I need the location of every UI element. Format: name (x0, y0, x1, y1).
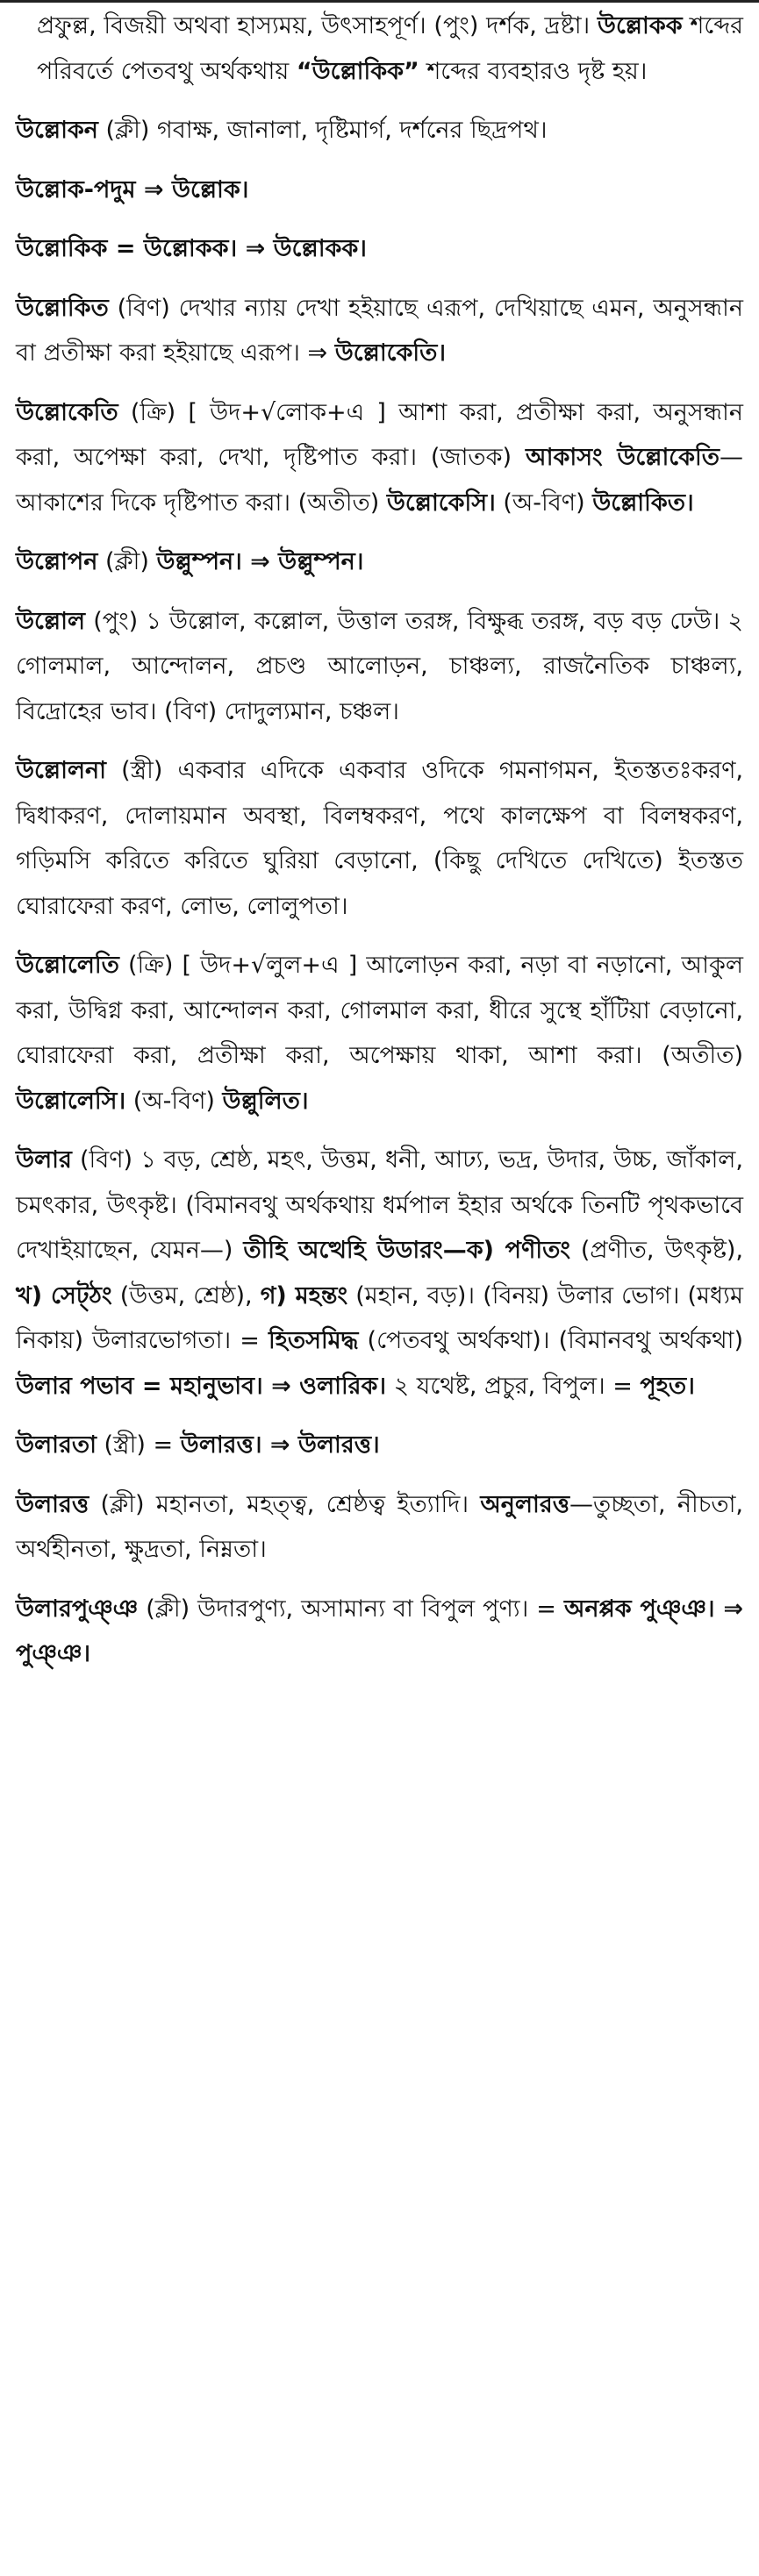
cross-reference: উল্লুম্পন। ⇒ উল্লুম্পন। (156, 548, 364, 575)
headword: উল্লোকন (16, 117, 98, 144)
definition-text: (ক্রি) [ উদ+√লোক+এ ] আশা করা, প্রতীক্ষা করা, অনুসন্ধান করা, অপেক্ষা করা, দেখা, দৃষ্টিপাত করা। (জাতক) (16, 398, 743, 471)
bold-term: খ) সেট্‌ঠং (16, 1281, 112, 1309)
bold-term: অনুলারত্ত (480, 1490, 570, 1518)
headword: উল্লোক-পদুম (16, 175, 136, 203)
bold-term: হিতসমিদ্ধ (268, 1327, 359, 1354)
definition-text: (উত্তম, শ্রেষ্ঠ), (111, 1281, 261, 1309)
top-rule (0, 0, 759, 3)
headword: উল্লোলেতি (16, 952, 119, 979)
headword: উল্লোপন (16, 548, 98, 575)
continuation-entry (16, 4, 743, 94)
bold-term: উল্লোলেসি। (16, 1087, 126, 1115)
headword: উল্লোকিক (16, 235, 108, 262)
definition-text: (স্ত্রী) = (96, 1431, 181, 1459)
headword: উলারপুঞ্ঞ (16, 1595, 139, 1623)
bold-term: “উল্লোকিক” (296, 57, 419, 85)
definition-text: (বিণ) দেখার ন্যায় দেখা হইয়াছে এরূপ, দেখিয়াছে এমন, অনুসন্ধান বা প্রতীক্ষা করা হইয়াছে এরূপ। ⇒ (16, 294, 743, 367)
bold-term: উল্লুলিত। (222, 1087, 309, 1115)
entry-ullokan (16, 108, 743, 153)
definition-text: (অ-বিণ) (495, 489, 593, 517)
bold-term: পূহত। (640, 1372, 695, 1400)
definition-text: প্রফুল্ল, বিজয়ী অথবা হাস্যময়, উৎসাহপূর্ণ। (পুং) দর্শক, দ্রষ্টা। (37, 12, 598, 39)
definition-text: (ক্লী) গবাক্ষ, জানালা, দৃষ্টিমার্গ, দর্শনের ছিদ্রপথ। (97, 117, 548, 144)
definition-text: (স্ত্রী) একবার এদিকে একবার ওদিকে গমনাগমন, ইতস্ততঃকরণ, দ্বিধাকরণ, দোলায়মান অবস্থা, বিলম্বকরণ, পথে কালক্ষেপ বা বিলম্বকরণ, গড়িমসি করিতে করিতে ঘুরিয়া বেড়ানো, (কিছু দেখিতে দেখিতে) ইতস্তত ঘোরাফেরা করণ, লোভ, লোলুপতা। (16, 757, 743, 920)
definition-text: (অ-বিণ) (125, 1087, 223, 1115)
entry-ulloleti (16, 943, 743, 1124)
headword: উল্লোল (16, 607, 86, 635)
entry-ullok-padum (16, 168, 743, 213)
entry-ullokik (16, 226, 743, 272)
headword: উল্লোকেতি (16, 398, 118, 426)
definition-text: (মহান, বড়)। (বিনয়) উলার ভোগ। (মধ্যম নিকায়) উলারভোগতা। = (16, 1281, 743, 1354)
definition-text: — আকাশের দিকে দৃষ্টিপাত করা। (অতীত) (16, 444, 743, 517)
bold-term: উল্লোকেসি। (386, 489, 496, 517)
headword: উলারত্ত (16, 1490, 90, 1518)
definition-text: (পেতবথু অর্থকথা)। (বিমানবথু অর্থকথা) (358, 1327, 743, 1354)
definition-text: (পুং) ১ উল্লোল, কল্লোল, উত্তাল তরঙ্গ, বিক্ষুব্ধ তরঙ্গ, বড় বড় ঢেউ। ২ গোলমাল, আন্দোলন, প্রচণ্ড আলোড়ন, চাঞ্চল্য, রাজনৈতিক চাঞ্চল্য, বিদ্রোহের ভাব। (বিণ) দোদুল্যমান, চঞ্চল। (16, 607, 743, 725)
entry-ulloketi (16, 390, 743, 526)
headword: উলার (16, 1146, 72, 1174)
bold-term: তীহি অত্থেহি উডারং—ক) পণীতং (243, 1237, 570, 1264)
entry-ularatta (16, 1482, 743, 1573)
cross-reference: = উল্লোকক। ⇒ উল্লোকক। (107, 235, 367, 262)
cross-reference: উল্লোকেতি। (334, 339, 447, 367)
headword: উল্লোলনা (16, 757, 106, 784)
headword: উলারতা (16, 1431, 97, 1459)
definition-text: —তুচ্ছতা, নীচতা, অর্থহীনতা, ক্ষুদ্রতা, নিম্নতা। (16, 1490, 744, 1563)
bold-term: গ) মহন্তং (260, 1281, 348, 1309)
entry-ularata (16, 1423, 743, 1468)
definition-text: (ক্রি) [ উদ+√লুল+এ ] আলোড়ন করা, নড়া বা নড়ানো, আকুল করা, উদ্বিগ্ন করা, আন্দোলন করা, গোলমাল করা, ধীরে সুস্থে হাঁটিয়া বেড়ানো, ঘোরাফেরা করা, প্রতীক্ষা করা, অপেক্ষায় থাকা, আশা করা। (অতীত) (16, 952, 743, 1069)
cross-reference: ⇒ উল্লোক। (135, 175, 249, 203)
definition-text: (বিণ) ১ বড়, শ্রেষ্ঠ, মহৎ, উত্তম, ধনী, আঢ্য, ভদ্র, উদার, উচ্চ, জাঁকাল, চমৎকার, উৎকৃষ্ট। (বিমানবথু অর্থকথায় ধর্মপাল ইহার অর্থকে তিনটি পৃথকভাবে দেখাইয়াছেন, যেমন—) (16, 1146, 743, 1264)
definition-text: শব্দের পরিবর্তে পেতবথু অর্থকথায় (37, 12, 744, 85)
definition-text: (ক্লী) উদারপুণ্য, অসামান্য বা বিপুল পুণ্য। = (138, 1595, 564, 1623)
bold-term: উলার পভাব = মহানুভাব। ⇒ ওলারিক। (16, 1372, 387, 1400)
entry-ullolana (16, 748, 743, 929)
entry-ular (16, 1138, 743, 1409)
definition-text: (প্রণীত, উৎকৃষ্ট), (569, 1237, 744, 1264)
entry-ullokit (16, 286, 743, 376)
definition-text: শব্দের ব্যবহারও দৃষ্ট হয়। (419, 57, 648, 85)
cross-reference: উলারত্ত। ⇒ উলারত্ত। (180, 1431, 380, 1459)
entry-ullopan (16, 539, 743, 585)
entry-ullol (16, 599, 743, 735)
definition-text: (ক্লী) মহানতা, মহত্ত্ব, শ্রেষ্ঠত্ব ইত্যাদি। (89, 1490, 481, 1518)
definition-text: (ক্লী) (97, 548, 157, 575)
cross-reference: অনপ্পক পুঞ্ঞ। ⇒ পুঞ্ঞ। (16, 1595, 743, 1667)
definition-text: ২ যথেষ্ট, প্রচুর, বিপুল। = (386, 1372, 641, 1400)
headword: উল্লোকিত (16, 294, 109, 322)
entry-ularpunna (16, 1587, 743, 1677)
bold-term: উল্লোকক (597, 12, 683, 39)
bold-term: আকাসং উল্লোকেতি (525, 444, 720, 471)
bold-term: উল্লোকিত। (592, 489, 694, 517)
